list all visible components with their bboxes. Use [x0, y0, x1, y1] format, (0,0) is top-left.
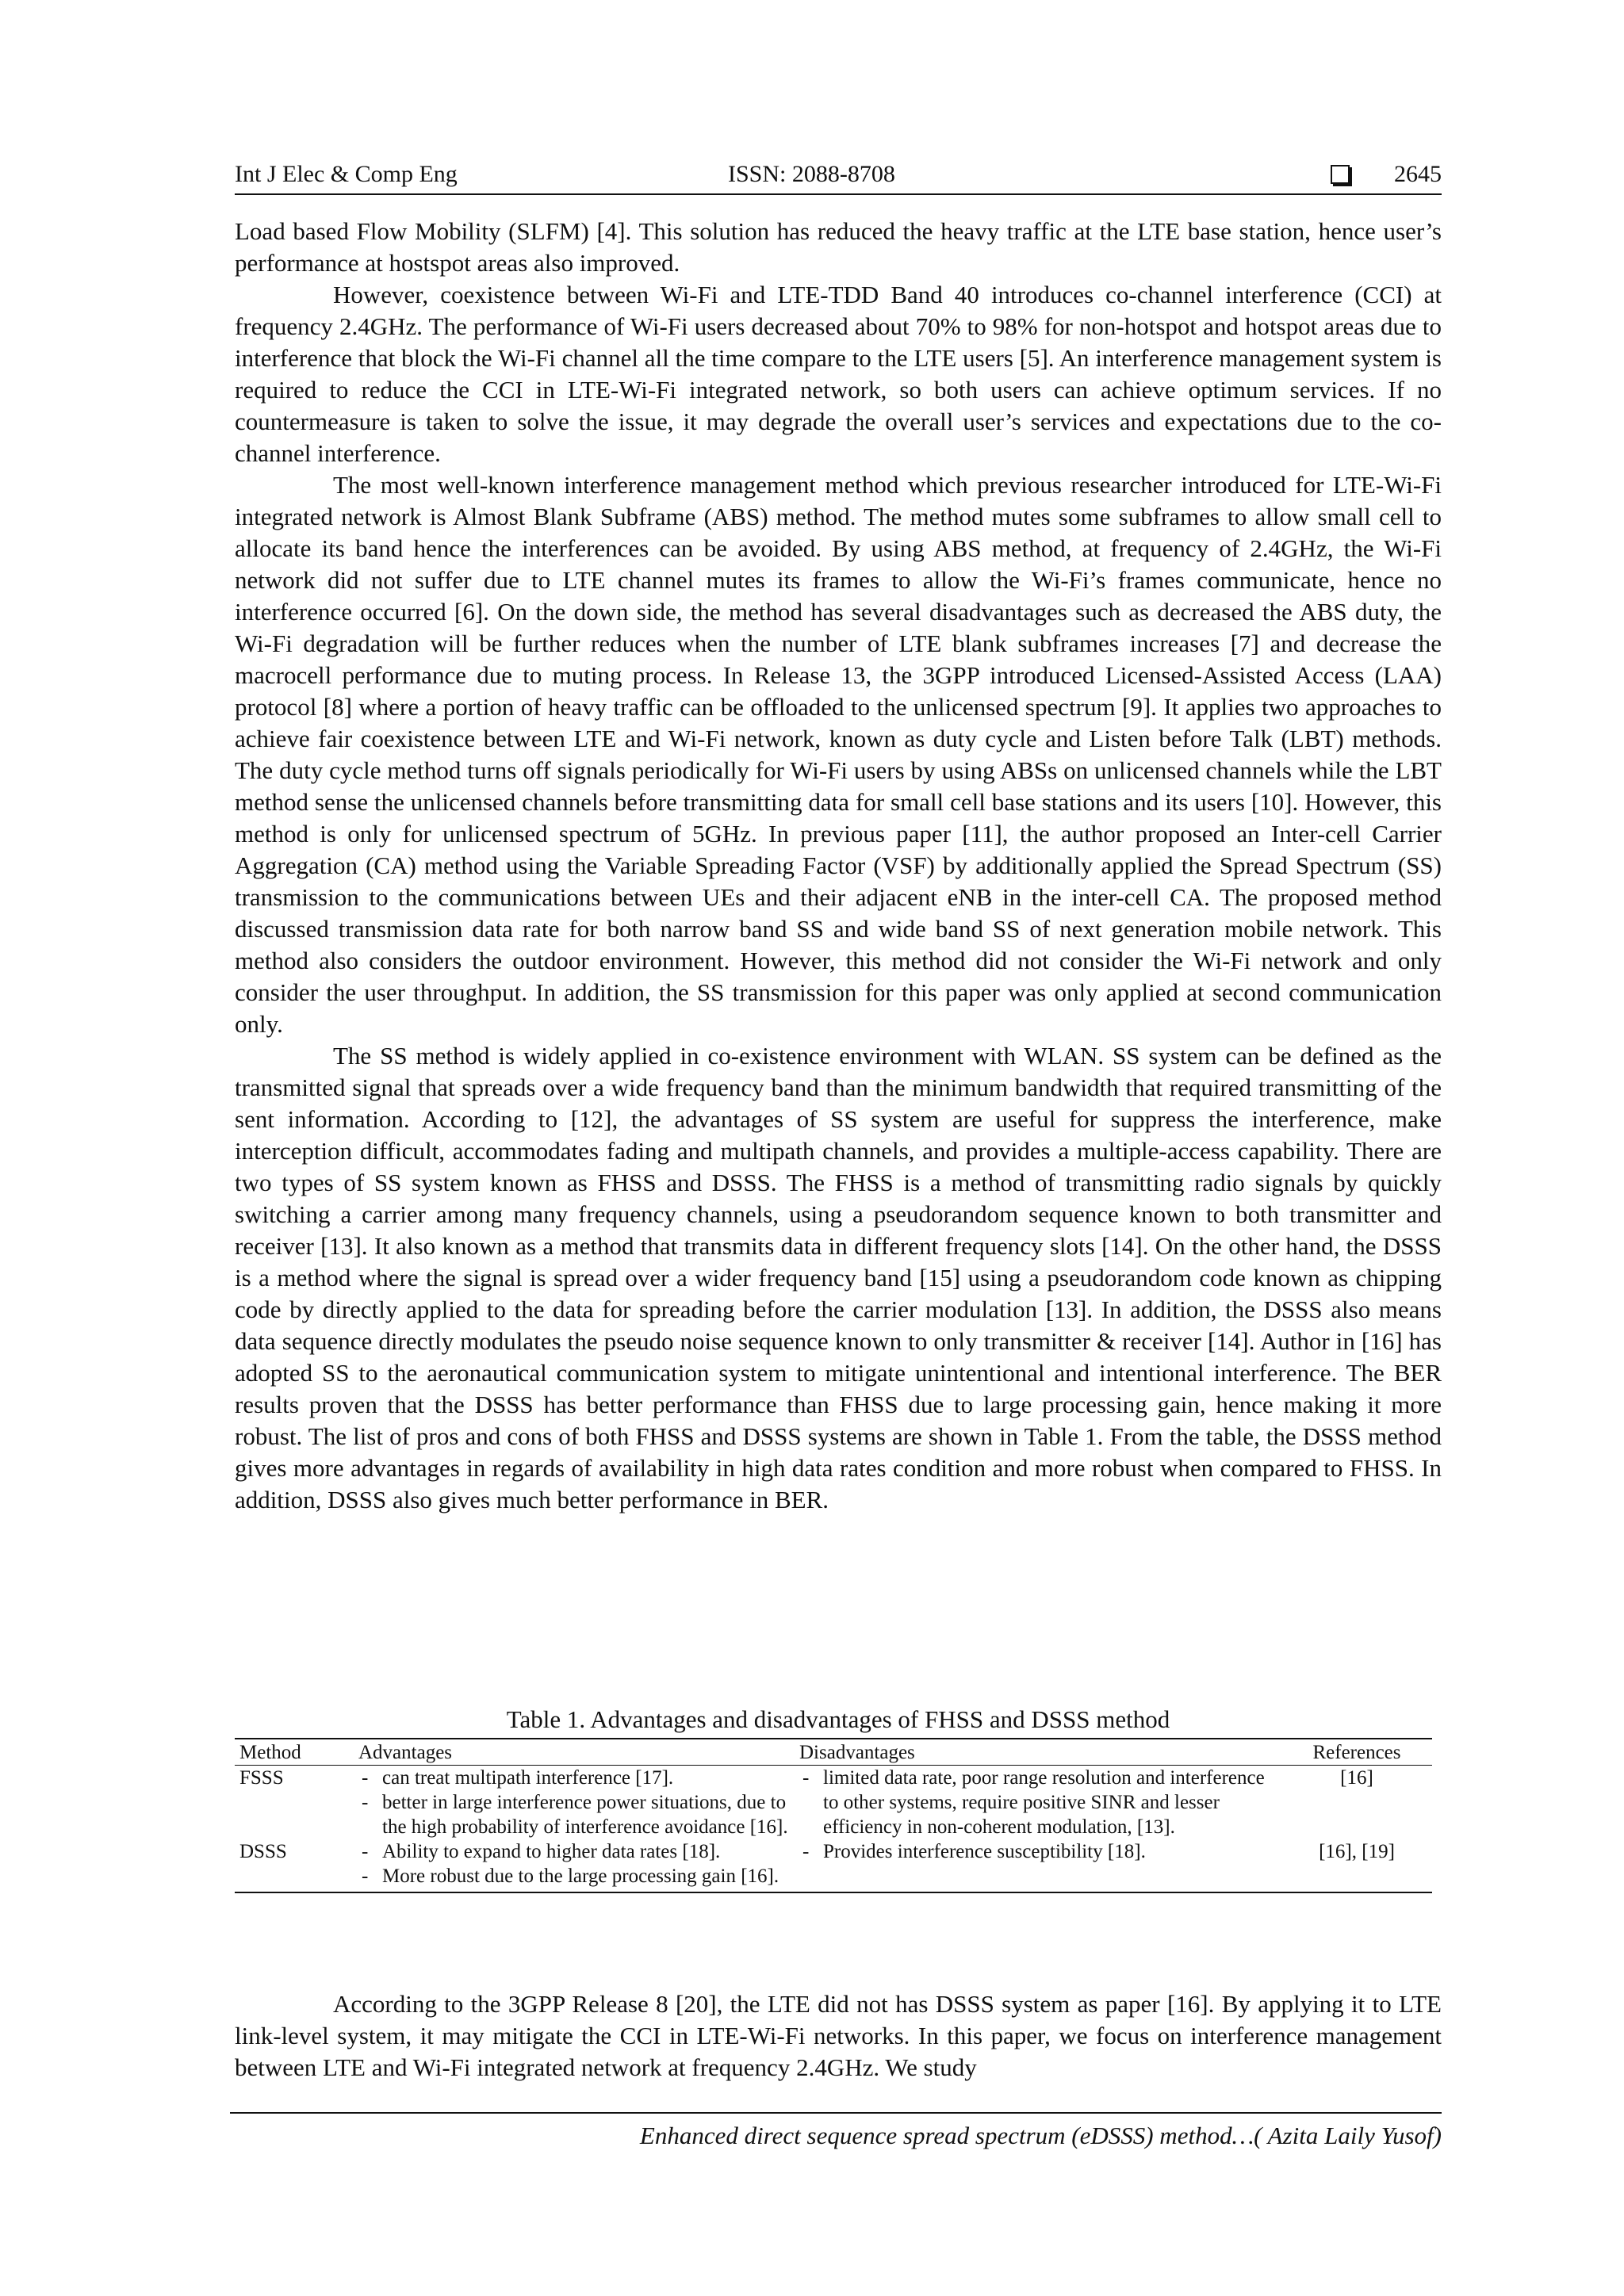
issn: ISSN: 2088-8708 [728, 161, 895, 187]
running-header [235, 155, 1442, 193]
checkbox-square-icon [1331, 165, 1350, 184]
header-rule [235, 193, 1442, 195]
paragraph: Load based Flow Mobility (SLFM) [4]. This solution has reduced the heavy traffic at the LTE base station, hence user’s performance at hostspot areas also improved. [235, 217, 1442, 277]
cell-advantages [354, 1766, 795, 1840]
paragraph: The SS method is widely applied in co-existence environment with WLAN. SS system can be defined as the transmitted signal that spreads over a wide frequency band than the minimum bandwidth that required transmitting of the sent information. According to [12], the advantages of SS system are useful for suppress the interference, make interception difficult, accommodates fading and multipath channels, and provides a multiple-access capability. There are two types of SS system known as FHSS and DSSS. The FHSS is a method of transmitting radio signals by quickly switching a carrier among many frequency channels, using a pseudorandom sequence known to both transmitter and receiver [13]. It also known as a method that transmits data in different frequency slots [14]. On the other hand, the DSSS is a method where the signal is spread over a wider frequency band [15] using a pseudorandom code known as chipping code by directly applied to the data for spreading before the carrier modulation [13]. In addition, the DSSS also means data sequence directly modulates the pseudo noise sequence known to only transmitter & receiver [14]. Author in [16] has adopted SS to the aeronautical communication system to mitigate unintentional and intentional interference. The BER results proven that the DSSS has better performance than FHSS due to large processing gain, hence making it more robust. The list of pros and cons of both FHSS and DSSS systems are shown in Table 1. From the table, the DSSS method gives more advantages in regards of availability in high data rates condition and more robust when compared to FHSS. In addition, DSSS also gives much better performance in BER. [235, 1042, 1442, 1513]
running-footer: Enhanced direct sequence spread spectrum (eDSSS) method…( Azita Laily Yusof) [639, 2122, 1442, 2149]
list-item: - can treat multipath interference [17]. [358, 1766, 790, 1790]
list-item: - More robust due to the large processing gain [16]. [358, 1864, 790, 1888]
page-number: 2645 [1394, 161, 1442, 187]
header-disadvantages: Disadvantages [795, 1739, 1281, 1766]
header-references: References [1281, 1739, 1432, 1766]
cell-advantages [354, 1839, 795, 1892]
cell-method: FSSS [239, 1767, 284, 1789]
list-item: - Ability to expand to higher data rates [18]. [358, 1839, 790, 1864]
journal-name: Int J Elec & Comp Eng [235, 161, 458, 187]
paragraph: According to the 3GPP Release 8 [20], the LTE did not has DSSS system as paper [16]. By applying it to LTE link-level system, it may mitigate the CCI in LTE-Wi-Fi networks. In this paper, we focus on interference management between LTE and Wi-Fi integrated network at frequency 2.4GHz. We study [235, 1990, 1442, 2081]
paragraph: However, coexistence between Wi-Fi and LTE-TDD Band 40 introduces co-channel interference (CCI) at frequency 2.4GHz. The performance of Wi-Fi users decreased about 70% to 98% for non-hotspot and hotspot areas due to interference that block the Wi-Fi channel all the time compare to the LTE users [5]. An interference management system is required to reduce the CCI in LTE-Wi-Fi integrated network, so both users can achieve optimum services. If no countermeasure is taken to solve the issue, it may degrade the overall user’s services and expectations due to the co-channel interference. [235, 281, 1442, 467]
cell-disadvantages [795, 1839, 1281, 1892]
table-row [235, 1839, 1432, 1892]
cell-disadvantages [795, 1766, 1281, 1840]
body-text [235, 216, 1442, 1516]
table-row [235, 1766, 1432, 1840]
footer-rule [230, 2112, 1442, 2114]
header-method: Method [235, 1739, 354, 1766]
header-advantages: Advantages [354, 1739, 795, 1766]
table-header-row [235, 1739, 1432, 1766]
closing-text [235, 1988, 1442, 2084]
comparison-table [235, 1738, 1432, 1893]
cell-method: DSSS [235, 1839, 354, 1892]
cell-references: [16], [19] [1281, 1839, 1432, 1892]
list-item: - better in large interference power situations, due to the high probability of interference avoidance [16]. [358, 1790, 790, 1839]
cell-references: [16] [1340, 1767, 1373, 1789]
table-caption: Table 1. Advantages and disadvantages of FHSS and DSSS method [506, 1705, 1170, 1733]
list-item: - limited data rate, poor range resolution and interference to other systems, require positive SINR and lesser efficiency in non-coherent modulation, [13]. [799, 1766, 1277, 1839]
list-item: - Provides interference susceptibility [18]. [799, 1839, 1277, 1864]
paragraph: The most well-known interference management method which previous researcher introduced for LTE-Wi-Fi integrated network is Almost Blank Subframe (ABS) method. The method mutes some subframes to allow small cell to allocate its band hence the interferences can be avoided. By using ABS method, at frequency of 2.4GHz, the Wi-Fi network did not suffer due to LTE channel mutes its frames to allow the Wi-Fi’s frames communicate, hence no interference occurred [6]. On the down side, the method has several disadvantages such as decreased the ABS duty, the Wi-Fi degradation will be further reduces when the number of LTE blank subframes increases [7] and decrease the macrocell performance due to muting process. In Release 13, the 3GPP introduced Licensed-Assisted Access (LAA) protocol [8] where a portion of heavy traffic can be offloaded to the unlicensed spectrum [9]. It applies two approaches to achieve fair coexistence between LTE and Wi-Fi network, known as duty cycle and Listen before Talk (LBT) methods. The duty cycle method turns off signals periodically for Wi-Fi users by using ABSs on unlicensed channels while the LBT method sense the unlicensed channels before transmitting data for small cell base stations and its users [10]. However, this method is only for unlicensed spectrum of 5GHz. In previous paper [11], the author proposed an Inter-cell Carrier Aggregation (CA) method using the Variable Spreading Factor (VSF) by additionally applied the Spread Spectrum (SS) transmission to the communications between UEs and their adjacent eNB in the inter-cell CA. The proposed method discussed transmission data rate for both narrow band SS and wide band SS of next generation mobile network. This method also considers the outdoor environment. However, this method did not consider the Wi-Fi network and only consider the user throughput. In addition, the SS transmission for this paper was only applied at second communication only. [235, 471, 1442, 1038]
